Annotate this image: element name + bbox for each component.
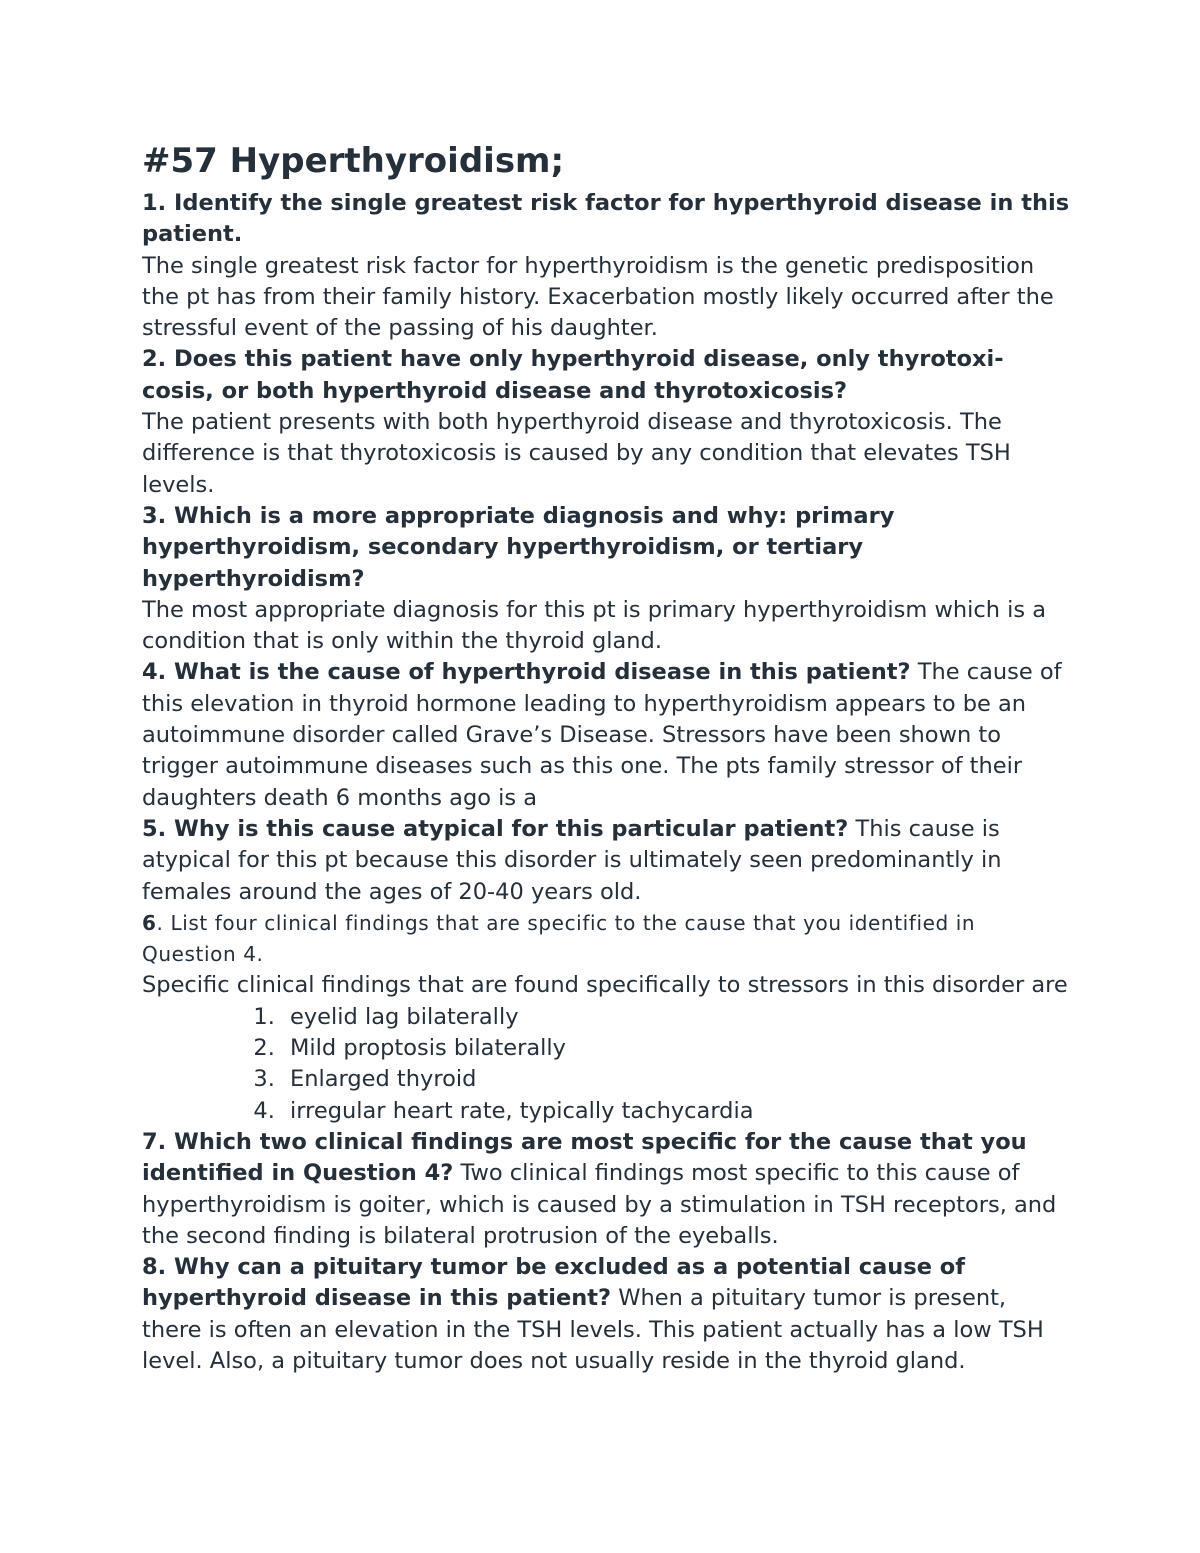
list-item: 4. irregular heart rate, typically tachycardia (282, 1096, 1072, 1127)
paragraph-6 (142, 908, 1072, 971)
question-8: 8. Why can a pituitary tumor be excluded as a potential cause of hyperthyroid disease in this patient? (142, 1254, 966, 1312)
question-6-number: 6 (142, 910, 157, 935)
answer-6: Specific clinical findings that are found specifically to stressors in this disorder are (142, 972, 1068, 999)
answer-5: This cause is atypical for this pt because this disorder is ultimately seen predominantly in females around the ages of 20-40 years old. (142, 815, 1002, 905)
list-item: 3. Enlarged thyroid (282, 1064, 1072, 1095)
answer-1: The single greatest risk factor for hyperthyroidism is the genetic predisposition the pt has from their family history. Exacerbation mostly likely occurred after the stressful event of the passing of his daughter. (142, 252, 1054, 342)
list-item: 2. Mild proptosis bilaterally (282, 1033, 1072, 1064)
question-7: 7. Which two clinical findings are most specific for the cause that you identified in Question 4? (142, 1128, 1027, 1187)
question-4: 4. What is the cause of hyperthyroid disease in this patient? (142, 659, 911, 686)
paragraph-8 (142, 1252, 1072, 1377)
paragraph-4 (142, 657, 1072, 813)
paragraph-5 (142, 814, 1072, 908)
answer-7: Two clinical findings most specific to this cause of hyperthyroidism is goiter, which is caused by a stimulation in TSH receptors, and the second finding is bilateral protrusion of the eyeballs. (142, 1160, 1057, 1249)
document-page (142, 140, 1072, 1377)
list-item: 1. eyelid lag bilaterally (282, 1002, 1072, 1033)
answer-3: The most appropriate diagnosis for this pt is primary hyperthyroidism which is a condition that is only within the thyroid gland. (142, 596, 1047, 655)
question-6: . List four clinical findings that are specific to the cause that you identified in Question 4. (142, 910, 976, 967)
answer-8: When a pituitary tumor is present, there is often an elevation in the TSH levels. This patient actually has a low TSH level. Also, a pituitary tumor does not usually reside in the thyroid gland. (142, 1285, 1044, 1374)
question-3: 3. Which is a more appropriate diagnosis and why: primary hyperthyroidism, secondary hyperthyroidism, or tertiary hyperthyroidism? (142, 502, 895, 592)
answer-4: The cause of this elevation in thyroid hormone leading to hyperthyroidism appears to be an autoimmune disorder called Grave’s Disease. Stressors have been shown to trigger autoimmune diseases such as this one. The pts family stressor of their daughters death 6 months ago is a (142, 659, 1062, 811)
answer-2: The patient presents with both hyperthyroid disease and thyrotoxicosis. The difference is that thyrotoxicosis is caused by any condition that elevates TSH levels. (142, 409, 1011, 498)
question-2: 2. Does this patient have only hyperthyroid disease, only thyrotoxi-cosis, or both hyperthyroid disease and thyrotoxicosis? (142, 346, 1004, 404)
paragraph-7 (142, 1127, 1072, 1252)
question-1: 1. Identify the single greatest risk factor for hyperthyroid disease in this patient. (142, 190, 1070, 248)
question-5: 5. Why is this cause atypical for this particular patient? (142, 815, 849, 842)
findings-list (142, 1002, 1072, 1127)
document-title: #57 Hyperthyroidism; (142, 141, 565, 181)
